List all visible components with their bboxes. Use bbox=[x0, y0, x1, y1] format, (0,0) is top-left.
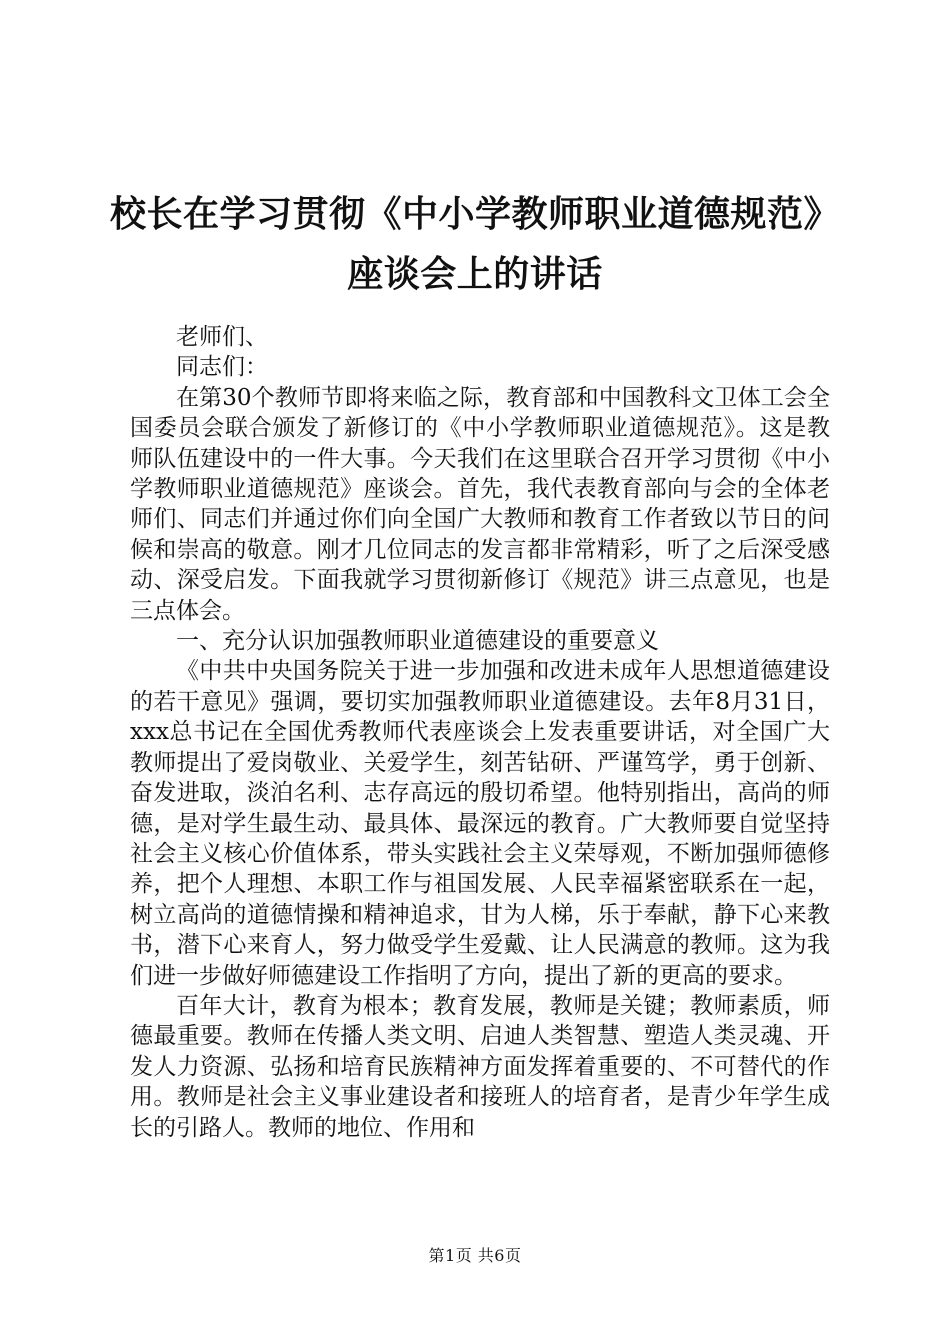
page-footer: 第1页 共6页 bbox=[428, 1246, 522, 1265]
salutation-comrades: 同志们： bbox=[176, 354, 268, 381]
document-body bbox=[130, 322, 830, 1143]
salutation-teachers: 老师们、 bbox=[176, 324, 268, 350]
section-heading-1: 一、充分认识加强教师职业道德建设的重要意义 bbox=[176, 628, 659, 655]
document-title-line-1: 校长在学习贯彻《中小学教师职业道德规范》 bbox=[109, 193, 840, 235]
paragraph-section-1: 《中共中央国务院关于进一步加强和改进未成年人思想道德建设的若干意见》强调，要切实加强教师职业道德建设。去年8月31日，xxx总书记在全国优秀教师代表座谈会上发表重要讲话，对全国广大教师提出了爱岗敬业、关爱学生，刻苦钻研、严谨笃学，勇于创新、奋发进取，淡泊名利、志存高远的殷切希望。他特别指出，高尚的师德，是对学生最生动、最具体、最深远的教育。广大教师要自觉坚持社会主义核心价值体系，带头实践社会主义荣辱观，不断加强师德修养，把个人理想、本职工作与祖国发展、人民幸福紧密联系在一起，树立高尚的道德情操和精神追求，甘为人梯，乐于奉献，静下心来教书，潜下心来育人，努力做受学生爱戴、让人民满意的教师。这为我们进一步做好师德建设工作指明了方向，提出了新的更高的要求。 bbox=[130, 658, 830, 989]
document-title-line-2: 座谈会上的讲话 bbox=[347, 253, 603, 295]
paragraph-teacher-role: 百年大计，教育为根本；教育发展，教师是关键；教师素质，师德最重要。教师在传播人类文明、启迪人类智慧、塑造人类灵魂、开发人力资源、弘扬和培育民族精神方面发挥着重要的、不可替代的作用。教师是社会主义事业建设者和接班人的培育者，是青少年学生成长的引路人。教师的地位、作用和 bbox=[130, 992, 830, 1141]
paragraph-opening: 在第30个教师节即将来临之际，教育部和中国教科文卫体工会全国委员会联合颁发了新修订的《中小学教师职业道德规范》。这是教师队伍建设中的一件大事。今天我们在这里联合召开学习贯彻《中小学教师职业道德规范》座谈会。首先，我代表教育部向与会的全体老师们、同志们并通过你们向全国广大教师和教育工作者致以节日的问候和崇高的敬意。刚才几位同志的发言都非常精彩，听了之后深受感动、深受启发。下面我就学习贯彻新修订《规范》讲三点意见，也是三点体会。 bbox=[130, 384, 830, 624]
